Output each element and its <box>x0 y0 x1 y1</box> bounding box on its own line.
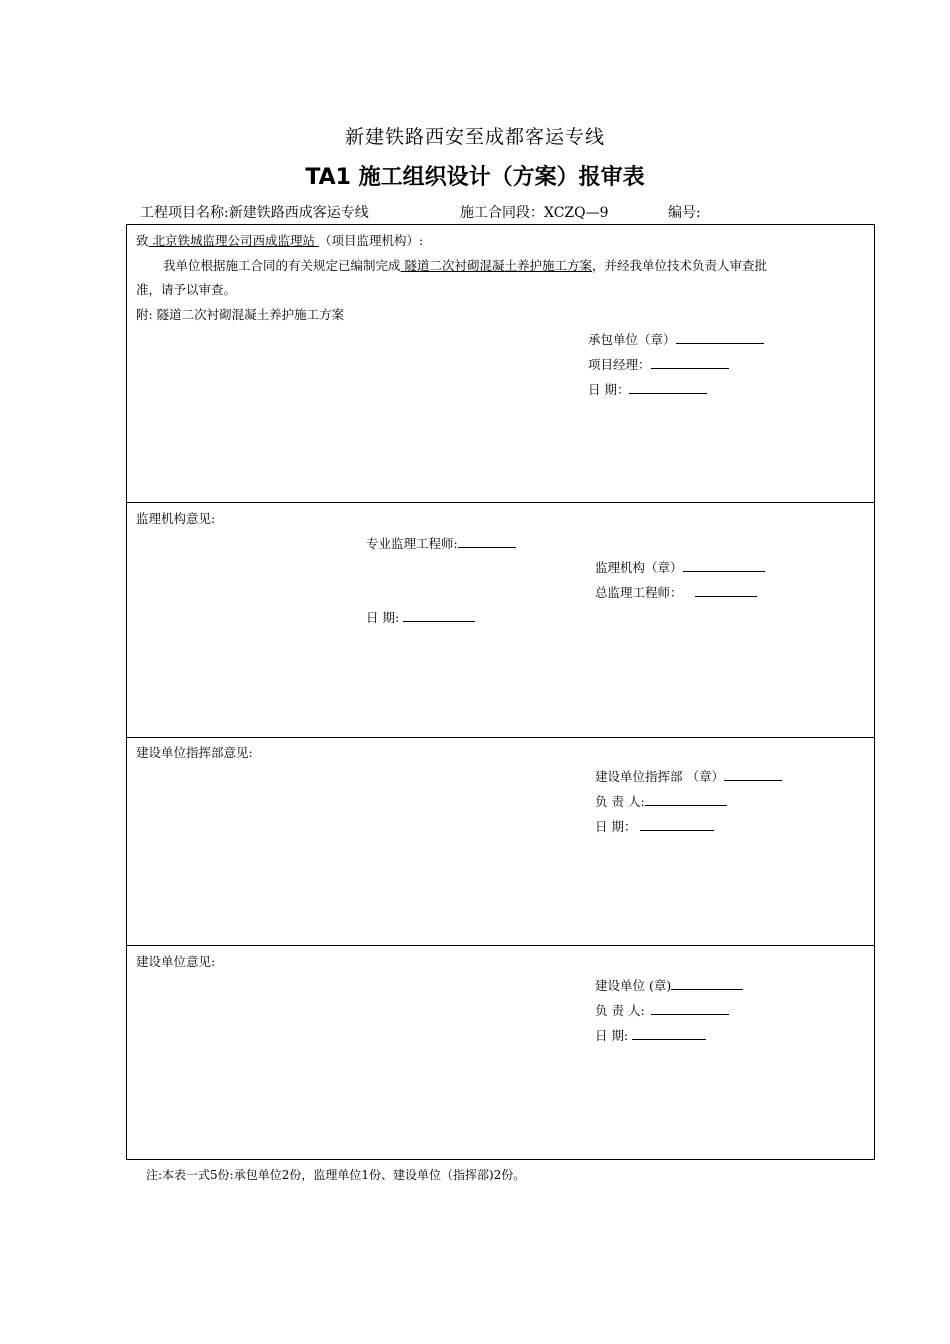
supervision-org-name: 北京铁城监理公司西成监理站 <box>148 233 319 248</box>
construction-hq-opinion-heading: 建设单位指挥部意见: <box>136 745 253 760</box>
row-divider <box>126 737 875 738</box>
contract-section-value: XCZQ—9 <box>544 205 609 221</box>
section1-date-line <box>588 380 707 398</box>
supervision-seal-label: 监理机构（章） <box>595 560 683 575</box>
construction-unit-seal-label: 建设单位 (章) <box>595 978 672 993</box>
chief-engineer-line <box>595 583 757 601</box>
submission-body-prefix: 我单位根据施工合同的有关规定已编制完成 <box>163 258 401 273</box>
contract-section-field <box>460 202 609 222</box>
supervision-opinion-heading: 监理机构意见: <box>136 511 216 526</box>
row-divider <box>126 502 875 503</box>
contractor-seal-line <box>588 330 764 348</box>
project-manager-label: 项目经理： <box>588 357 651 372</box>
construction-hq-responsible-line <box>595 792 727 810</box>
addressee-line <box>136 231 423 249</box>
section2-date-blank[interactable] <box>403 609 475 622</box>
construction-unit-responsible-blank[interactable] <box>651 1002 729 1015</box>
construction-unit-opinion-heading: 建设单位意见: <box>136 954 216 969</box>
specialist-engineer-label: 专业监理工程师: <box>366 536 458 551</box>
construction-hq-responsible-blank[interactable] <box>645 793 727 806</box>
form-number-label: 编号: <box>668 205 701 221</box>
section3-date-blank[interactable] <box>640 818 714 831</box>
submission-body <box>163 256 767 274</box>
construction-unit-responsible-label: 负 责 人: <box>595 1003 645 1018</box>
submission-body-line2: 准，请予以审查。 <box>136 282 237 297</box>
contractor-seal-label: 承包单位（章） <box>588 332 676 347</box>
section1-date-blank[interactable] <box>629 381 707 394</box>
attachment-line: 附: 隧道二次衬砌混凝土养护施工方案 <box>136 307 345 322</box>
project-manager-line <box>588 355 729 373</box>
supervision-seal-line <box>595 558 765 576</box>
contractor-seal-blank[interactable] <box>676 331 764 344</box>
chief-engineer-blank[interactable] <box>695 584 757 597</box>
contract-section-label: 施工合同段： <box>460 205 544 221</box>
row-divider <box>126 945 875 946</box>
construction-hq-seal-label: 建设单位指挥部 （章） <box>595 769 724 784</box>
specialist-engineer-line <box>366 534 516 552</box>
addressee-prefix: 致 <box>136 233 149 248</box>
footer-note: 注:本表一式5份:承包单位2份，监理单位1份、建设单位（指挥部)2份。 <box>146 1168 526 1182</box>
form-title: TA1 施工组织设计（方案）报审表 <box>305 165 645 190</box>
construction-hq-responsible-label: 负 责 人: <box>595 794 645 809</box>
construction-hq-seal-line <box>595 767 782 785</box>
supervision-seal-blank[interactable] <box>683 559 765 572</box>
project-name-value: 新建铁路西成客运专线 <box>228 205 369 221</box>
project-name-field <box>140 202 369 222</box>
chief-engineer-label: 总监理工程师： <box>595 585 683 600</box>
section2-date-line <box>366 608 475 626</box>
specialist-engineer-blank[interactable] <box>458 535 516 548</box>
construction-unit-seal-line <box>595 976 743 994</box>
section2-date-label: 日 期: <box>366 610 400 625</box>
section3-date-line <box>595 817 714 835</box>
project-name-label: 工程项目名称: <box>140 205 229 221</box>
section1-date-label: 日 期： <box>588 382 630 397</box>
plan-name: 隧道二次衬砌混凝土养护施工方案 <box>400 258 592 273</box>
project-manager-blank[interactable] <box>651 356 729 369</box>
addressee-suffix: （项目监理机构）: <box>318 233 424 248</box>
submission-body-suffix: ，并经我单位技术负责人审查批 <box>592 258 768 273</box>
section3-date-label: 日 期： <box>595 819 637 834</box>
section4-date-line <box>595 1026 706 1044</box>
construction-unit-responsible-line <box>595 1001 729 1019</box>
section4-date-blank[interactable] <box>632 1027 706 1040</box>
section4-date-label: 日 期: <box>595 1028 629 1043</box>
form-table <box>126 224 875 1160</box>
form-subtitle: 新建铁路西安至成都客运专线 <box>344 126 605 148</box>
construction-hq-seal-blank[interactable] <box>724 768 782 781</box>
construction-unit-seal-blank[interactable] <box>671 977 743 990</box>
